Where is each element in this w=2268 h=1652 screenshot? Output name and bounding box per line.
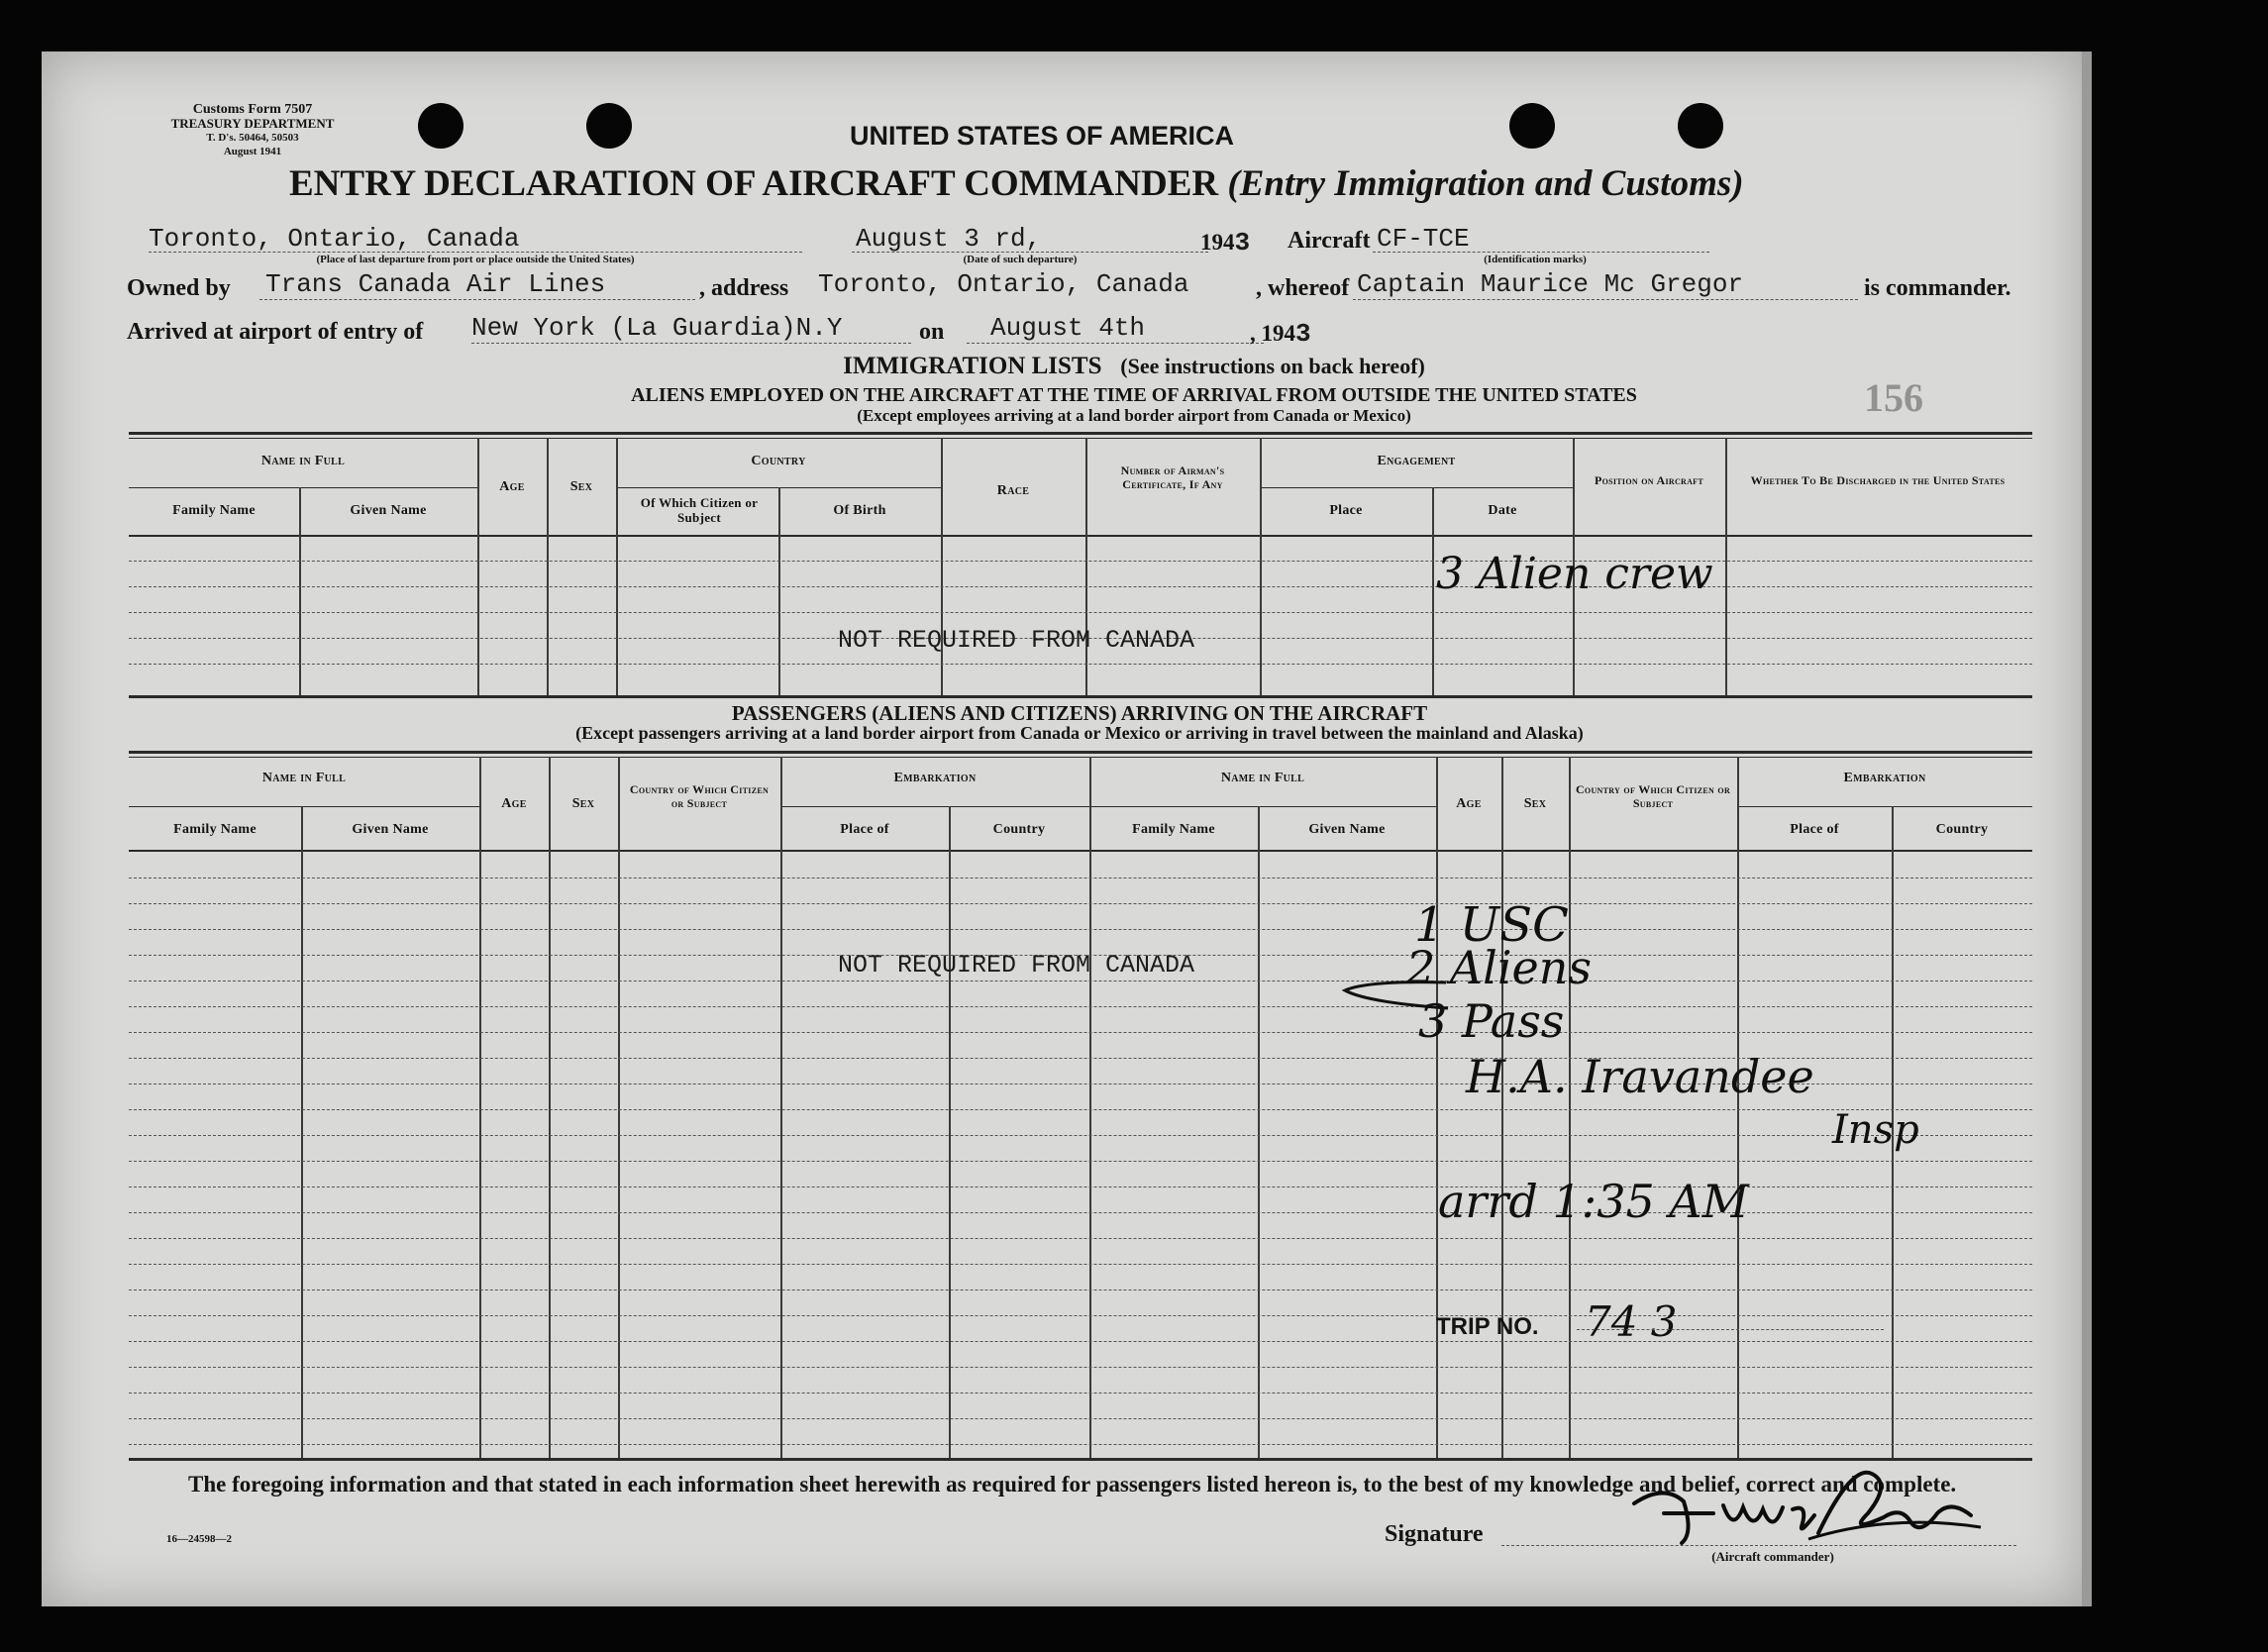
- immig-vline: [1725, 438, 1727, 695]
- pass-vline: [780, 757, 782, 1458]
- immig-top-rule: [129, 432, 2032, 435]
- address-label: , address: [699, 275, 789, 301]
- pass-row-line: [129, 1367, 2032, 1368]
- punch-hole-1: [418, 103, 464, 149]
- departure-place-line: [149, 252, 802, 253]
- trip-line: [1577, 1329, 1884, 1330]
- pass-row-line: [129, 929, 2032, 930]
- immig-col-citizen-of: Of Which Citizen or Subject: [640, 495, 759, 525]
- immig-bottom-rule: [129, 695, 2032, 698]
- departure-year-suffix: 3: [1234, 228, 1251, 258]
- pass-col-age-right: Age: [1456, 796, 1482, 811]
- on-label: on: [919, 319, 945, 345]
- immigration-subtitle: ALIENS EMPLOYED ON THE AIRCRAFT AT THE TIME OF ARRIVAL FROM OUTSIDE THE UNITED STATES: [631, 384, 1637, 406]
- pass-vline: [549, 757, 551, 1458]
- airport: New York (La Guardia)N.Y: [471, 313, 843, 343]
- owned-by-label: Owned by: [127, 275, 231, 301]
- pass-row-line: [129, 903, 2032, 904]
- pass-row-line: [129, 1006, 2032, 1007]
- form-id-line-2: TREASURY DEPARTMENT: [170, 116, 335, 131]
- pass-col-embarkation-right: Embarkation: [1843, 771, 1926, 785]
- punch-hole-3: [1509, 103, 1555, 149]
- immig-engagement-subrule: [1260, 487, 1573, 488]
- departure-year: [1200, 228, 1250, 258]
- pass-col-place-right: Place of: [1790, 822, 1839, 837]
- pass-col-family-name-left: Family Name: [173, 822, 257, 837]
- pass-col-family-name-right: Family Name: [1132, 822, 1215, 837]
- form-id-line-4: August 1941: [223, 146, 282, 157]
- commander-signature: [1624, 1444, 2001, 1553]
- pass-vline: [618, 757, 620, 1458]
- pass-vline: [479, 757, 481, 1458]
- pass-col-given-name-right: Given Name: [1308, 822, 1386, 837]
- immig-name-subrule: [129, 487, 477, 488]
- pass-col-country-right: Country: [1935, 822, 1989, 837]
- pass-row-line: [129, 1341, 2032, 1342]
- immig-row-line: [129, 586, 2032, 587]
- pass-embark-subrule-right: [1737, 806, 2032, 807]
- departure-date: August 3 rd,: [856, 224, 1042, 254]
- pass-row-line: [129, 1109, 2032, 1110]
- pass-col-given-name-left: Given Name: [352, 822, 429, 837]
- pass-col-country-left: Country: [992, 822, 1046, 837]
- page-edge: [2082, 52, 2092, 1606]
- pass-top-rule: [129, 751, 2032, 754]
- trip-value: 74 3: [1585, 1297, 1678, 1346]
- arrival-year-prefix: , 194: [1250, 321, 1295, 346]
- pass-top-rule-2: [129, 757, 2032, 758]
- departure-date-line: [852, 252, 1208, 253]
- signature-label: Signature: [1385, 1521, 1484, 1547]
- pass-row-line: [129, 1418, 2032, 1419]
- immig-col-place: Place: [1329, 503, 1363, 518]
- pass-vline: [1501, 757, 1503, 1458]
- immig-col-discharged: Whether To Be Discharged in the United States: [1750, 473, 2006, 487]
- immigration-stamp: NOT REQUIRED FROM CANADA: [838, 626, 1195, 655]
- form-number: 16—24598—2: [166, 1533, 232, 1545]
- immig-top-rule-2: [129, 438, 2032, 439]
- passengers-subnote: (Except passengers arriving at a land border airport from Canada or Mexico or arriving in travel between the mainland and Alaska): [575, 723, 1584, 743]
- handwritten-line-2: 2 Aliens: [1406, 941, 1592, 994]
- immig-header-bottom: [129, 535, 2032, 537]
- pass-col-age-left: Age: [501, 796, 527, 811]
- pass-header-bottom: [129, 850, 2032, 852]
- immig-row-line: [129, 561, 2032, 562]
- immig-col-race: Race: [996, 483, 1030, 498]
- handwritten-line-6: arrd 1:35 AM: [1438, 1175, 1749, 1228]
- signature-caption: (Aircraft commander): [1711, 1549, 1834, 1564]
- margin-number: 156: [1864, 375, 1923, 420]
- arrival-date: August 4th: [990, 313, 1146, 343]
- pass-name-subrule-right: [1089, 806, 1436, 807]
- immigration-title-note: (See instructions on back hereof): [1120, 354, 1425, 378]
- aircraft-label: Aircraft: [1288, 228, 1371, 254]
- trip-label: TRIP NO.: [1436, 1313, 1539, 1340]
- immig-col-country: Country: [751, 454, 806, 468]
- commander: Captain Maurice Mc Gregor: [1357, 269, 1744, 299]
- arrival-year-suffix: 3: [1295, 319, 1311, 349]
- immig-col-sex: Sex: [569, 479, 593, 494]
- arrival-date-line: [967, 343, 1264, 344]
- handwritten-line-3: 3 Pass: [1418, 994, 1565, 1048]
- pass-row-line: [129, 1135, 2032, 1136]
- pass-vline: [1569, 757, 1571, 1458]
- arrival-year: [1250, 319, 1311, 349]
- pass-row-line: [129, 1264, 2032, 1265]
- arrived-label: Arrived at airport of entry of: [127, 319, 424, 345]
- immigration-handwritten-note: 3 Alien crew: [1436, 549, 1713, 599]
- pass-embark-subrule-left: [780, 806, 1089, 807]
- immig-row-line: [129, 664, 2032, 665]
- handwritten-line-1: 1 USC: [1414, 897, 1569, 953]
- passengers-title: PASSENGERS (ALIENS AND CITIZENS) ARRIVING ON THE AIRCRAFT: [731, 701, 1428, 725]
- immig-row-line: [129, 612, 2032, 613]
- handwritten-line-4: H.A. Iravandee: [1466, 1050, 1814, 1103]
- pass-col-name-in-full-right: Name in Full: [1220, 771, 1305, 785]
- form-title-main: ENTRY DECLARATION OF AIRCRAFT COMMANDER: [289, 163, 1219, 204]
- place-of-departure: Toronto, Ontario, Canada: [149, 224, 520, 254]
- immig-col-family-name: Family Name: [172, 503, 256, 518]
- immig-col-given-name: Given Name: [350, 503, 427, 518]
- pass-row-line: [129, 1161, 2032, 1162]
- immig-col-age: Age: [499, 479, 525, 494]
- immig-col-of-birth: Of Birth: [833, 503, 886, 518]
- pass-col-sex-left: Sex: [571, 796, 595, 811]
- form-id: [119, 103, 386, 158]
- pass-col-sex-right: Sex: [1523, 796, 1547, 811]
- form-title: [289, 162, 1744, 205]
- immig-vline: [1260, 438, 1262, 695]
- pass-vline: [1737, 757, 1739, 1458]
- immig-col-date: Date: [1488, 503, 1517, 518]
- owner: Trans Canada Air Lines: [265, 269, 606, 299]
- address: Toronto, Ontario, Canada: [818, 269, 1189, 299]
- pass-row-line: [129, 1315, 2032, 1316]
- punch-hole-4: [1678, 103, 1723, 149]
- pass-row-line: [129, 1032, 2032, 1033]
- handwritten-line-5: Insp: [1832, 1107, 1919, 1153]
- pass-col-citizen-left: Country of Which Citizen or Subject: [629, 782, 770, 810]
- passengers-stamp: NOT REQUIRED FROM CANADA: [838, 951, 1195, 980]
- pass-col-citizen-right: Country of Which Citizen or Subject: [1575, 782, 1731, 810]
- form-id-line-3: T. D's. 50464, 50503: [206, 132, 299, 144]
- pass-col-name-in-full-left: Name in Full: [261, 771, 347, 785]
- pass-vline: [1436, 757, 1438, 1458]
- commander-line: [1353, 299, 1858, 300]
- whereof-label: , whereof: [1256, 275, 1350, 301]
- immig-vline: [547, 438, 549, 695]
- pass-row-line: [129, 1238, 2032, 1239]
- immigration-subnote: (Except employees arriving at a land border airport from Canada or Mexico): [857, 406, 1411, 425]
- handwritten-bracket: [1337, 977, 1456, 1016]
- immig-col-name-in-full: Name in Full: [260, 454, 346, 468]
- immig-vline: [616, 438, 618, 695]
- aircraft-id-caption: (Identification marks): [1484, 254, 1587, 265]
- immig-col-certificate: Number of Airman's Certificate, If Any: [1120, 464, 1225, 491]
- departure-year-prefix: 194: [1200, 230, 1235, 255]
- pass-name-subrule-left: [129, 806, 479, 807]
- punch-hole-2: [586, 103, 632, 149]
- pass-col-embarkation-left: Embarkation: [893, 771, 977, 785]
- aircraft-id-line: [1373, 252, 1709, 253]
- immigration-title: [0, 353, 2268, 380]
- immig-col-engagement: Engagement: [1377, 454, 1456, 468]
- aircraft-id: CF-TCE: [1377, 224, 1470, 254]
- departure-date-caption: (Date of such departure): [963, 254, 1078, 265]
- country-title: UNITED STATES OF AMERICA: [850, 121, 1234, 151]
- pass-col-place-left: Place of: [840, 822, 889, 837]
- pass-row-line: [129, 1290, 2032, 1291]
- immig-vline: [477, 438, 479, 695]
- departure-place-caption: (Place of last departure from port or place outside the United States): [316, 254, 635, 265]
- immig-vline: [941, 438, 943, 695]
- form-id-line-1: Customs Form 7507: [192, 102, 313, 117]
- airport-line: [471, 343, 911, 344]
- immig-vline: [1085, 438, 1087, 695]
- pass-vline: [1089, 757, 1091, 1458]
- certification-text: The foregoing information and that stated in each information sheet herewith as required for passengers listed hereon is, to the best of my knowledge and belief, correct and complete.: [188, 1472, 1957, 1497]
- owner-line: [259, 299, 695, 300]
- immig-col-position: Position on Aircraft: [1594, 473, 1703, 487]
- pass-row-line: [129, 1393, 2032, 1394]
- is-commander-label: is commander.: [1864, 275, 2011, 301]
- form-title-sub: (Entry Immigration and Customs): [1227, 163, 1744, 204]
- immigration-title-main: IMMIGRATION LISTS: [843, 353, 1102, 379]
